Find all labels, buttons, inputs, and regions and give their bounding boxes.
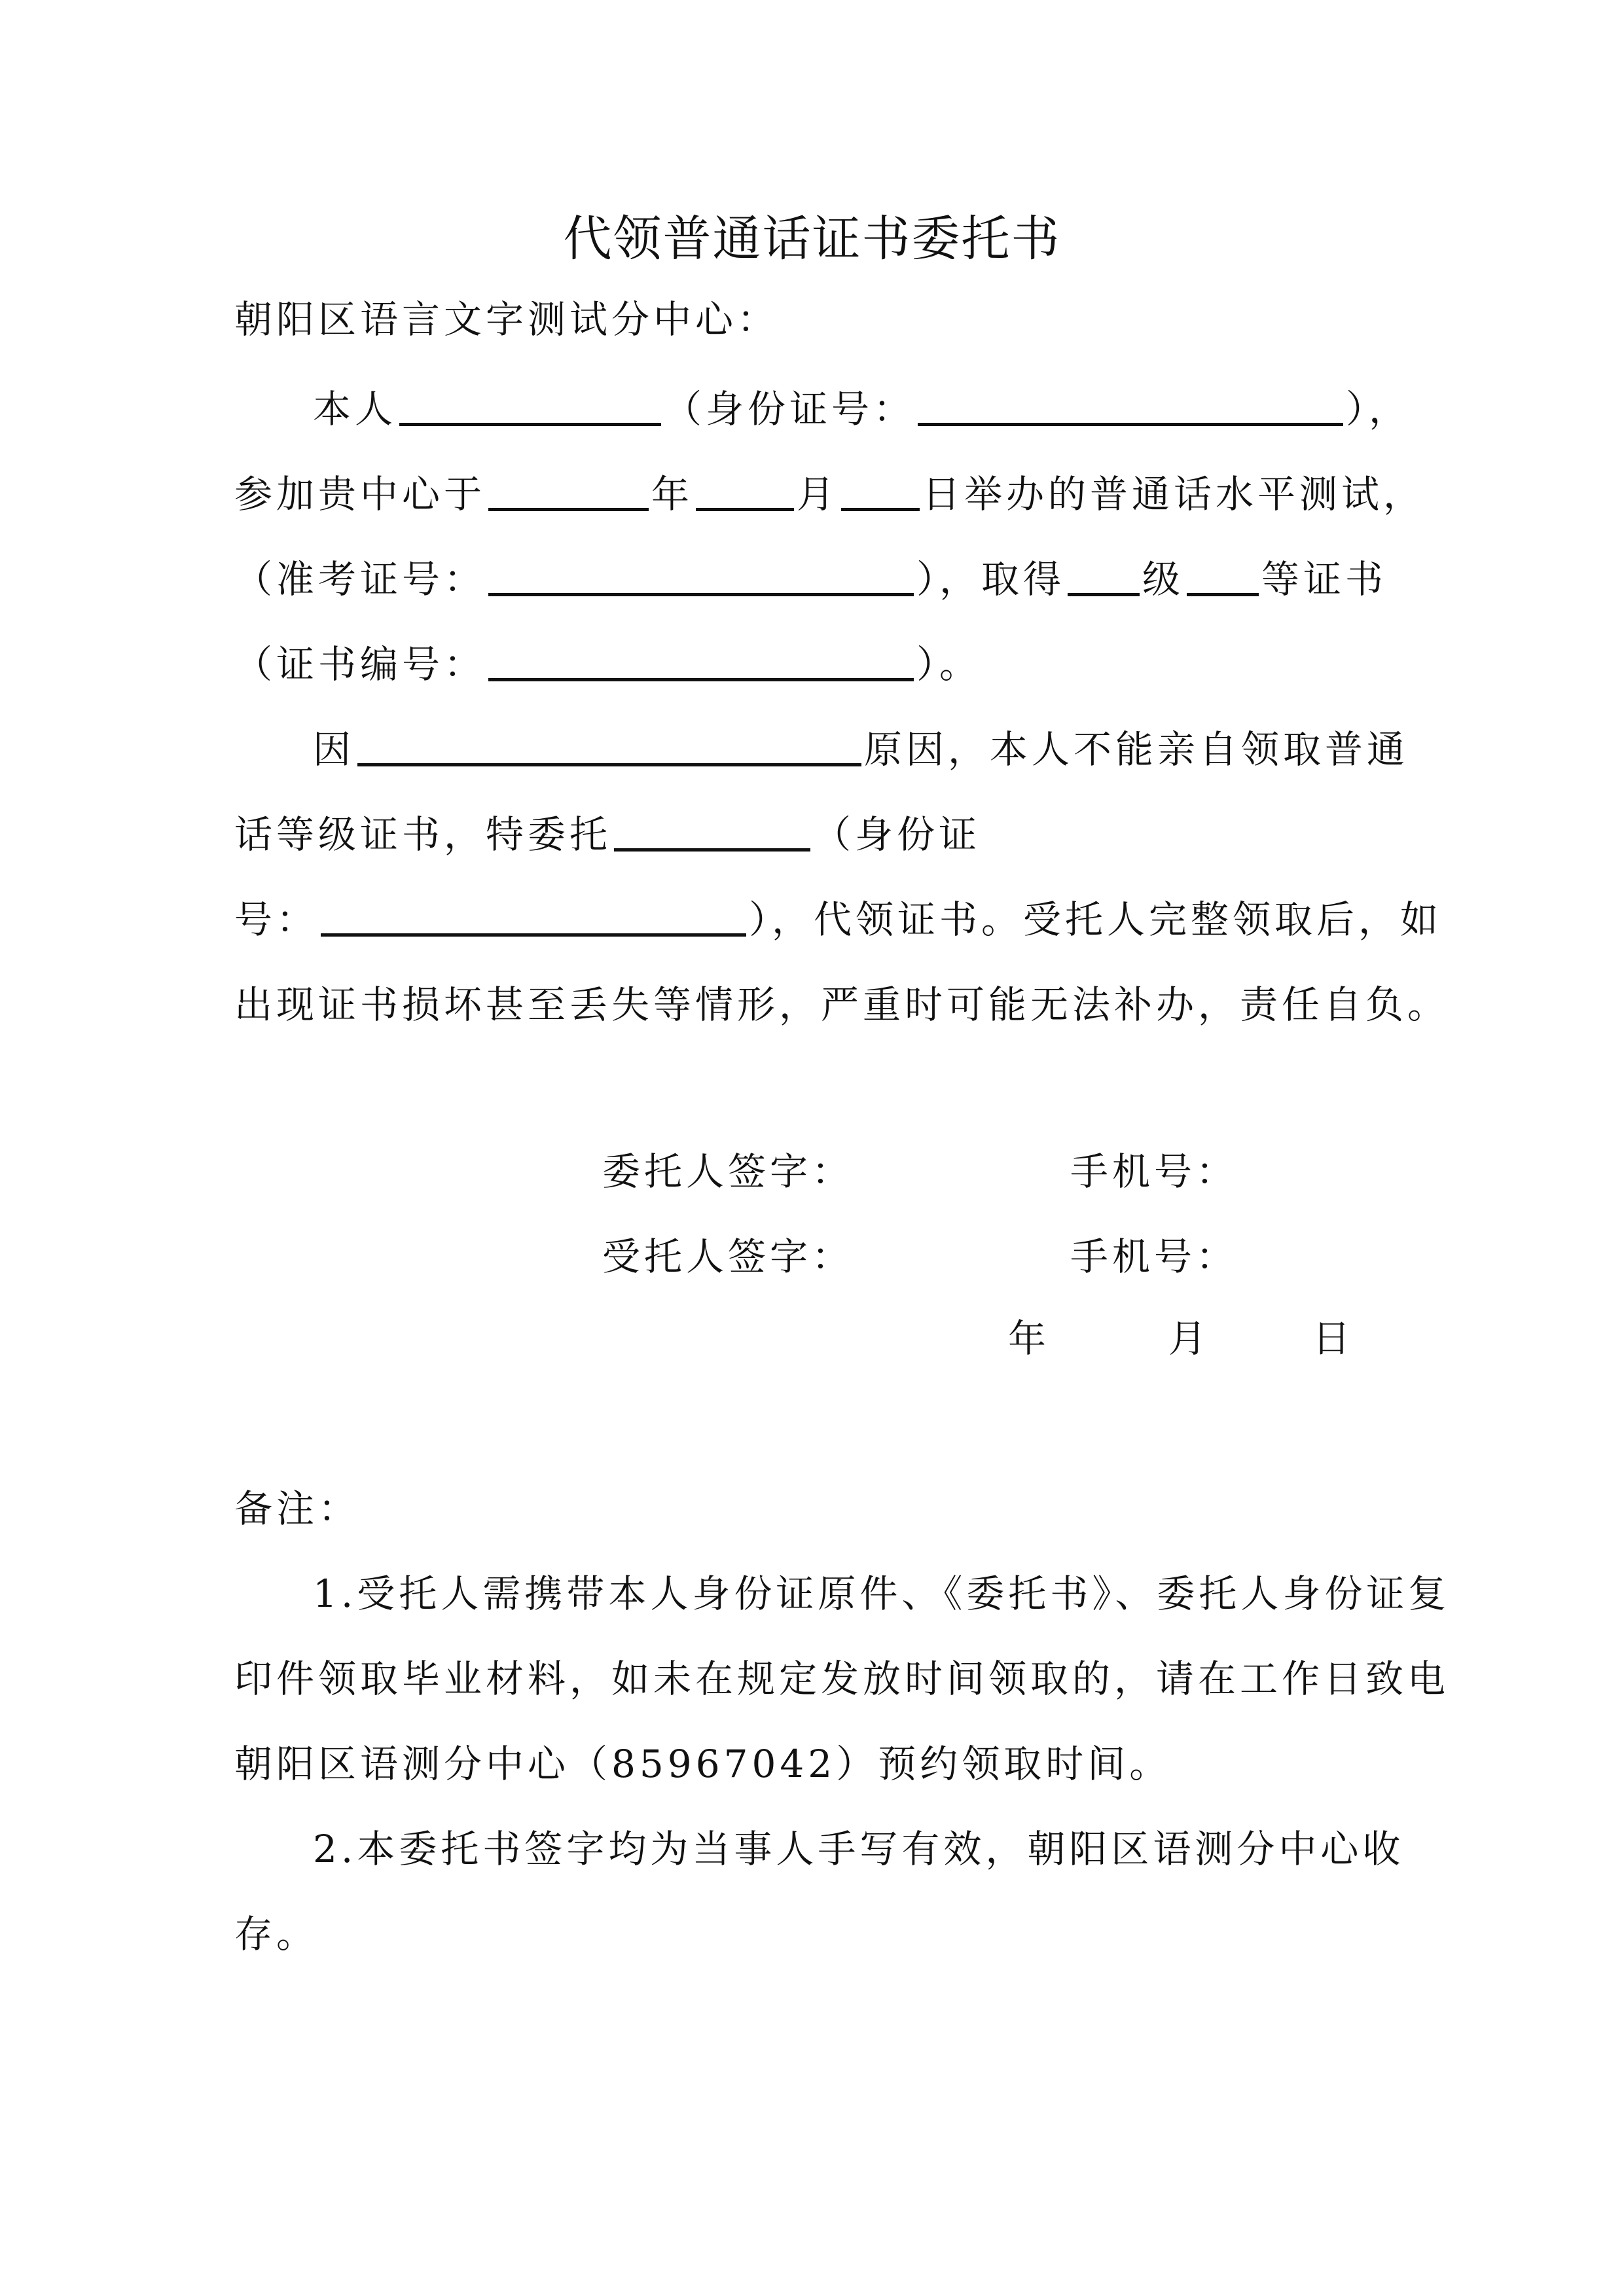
certificate-number-blank[interactable] <box>488 641 914 681</box>
test-month-blank[interactable] <box>696 471 794 511</box>
date-month-label: 月 <box>1168 1316 1211 1361</box>
document-title: 代领普通话证书委托书 <box>563 211 1061 267</box>
date-year-label: 年 <box>1008 1316 1051 1361</box>
name-blank[interactable] <box>399 386 661 426</box>
admission-number-blank[interactable] <box>488 556 914 596</box>
reason-blank[interactable] <box>357 726 861 766</box>
para1-line2: 参加贵中心于 年 月 日举办的普通话水平测试， <box>234 472 1426 516</box>
id-number-blank[interactable] <box>918 386 1343 426</box>
level-blank[interactable] <box>1068 556 1140 596</box>
para2-line3: 号： ），代领证书。受托人完整领取后，如 <box>234 897 1443 942</box>
para2-line2: 话等级证书，特委托 （身份证 <box>234 812 981 857</box>
note1-line3: 朝阳区语测分中心（85967042）预约领取时间。 <box>234 1742 1172 1786</box>
test-year-blank[interactable] <box>488 471 649 511</box>
para1-line3: （准考证号： ），取得 级 等证书 <box>234 557 1388 601</box>
agent-id-blank[interactable] <box>321 897 746 937</box>
agent-name-blank[interactable] <box>614 812 810 852</box>
test-day-blank[interactable] <box>841 471 920 511</box>
notes-heading: 备注： <box>234 1486 361 1531</box>
agent-phone-label: 手机号： <box>1070 1234 1238 1279</box>
principal-phone-label: 手机号： <box>1070 1149 1238 1194</box>
grade-blank[interactable] <box>1187 556 1259 596</box>
note1-line2: 印件领取毕业材料，如未在规定发放时间领取的，请在工作日致电 <box>234 1657 1450 1701</box>
para2-line4: 出现证书损坏甚至丢失等情形，严重时可能无法补办，责任自负。 <box>234 982 1450 1027</box>
para1-line1: 本人 （身份证号： ）， <box>313 387 1411 431</box>
para2-line1: 因 原因，本人不能亲自领取普通 <box>313 727 1409 772</box>
agent-signature-label: 受托人签字： <box>602 1234 854 1279</box>
principal-signature-label: 委托人签字： <box>602 1149 854 1194</box>
para1-line4: （证书编号： ）。 <box>234 642 982 687</box>
date-day-label: 日 <box>1312 1316 1355 1361</box>
addressee: 朝阳区语言文字测试分中心： <box>234 297 780 342</box>
note1-line1: 1.受托人需携带本人身份证原件、《委托书》、委托人身份证复 <box>313 1571 1451 1616</box>
note2-line1: 2.本委托书签字均为当事人手写有效，朝阳区语测分中心收 <box>313 1827 1405 1871</box>
note2-line2: 存。 <box>234 1912 319 1956</box>
